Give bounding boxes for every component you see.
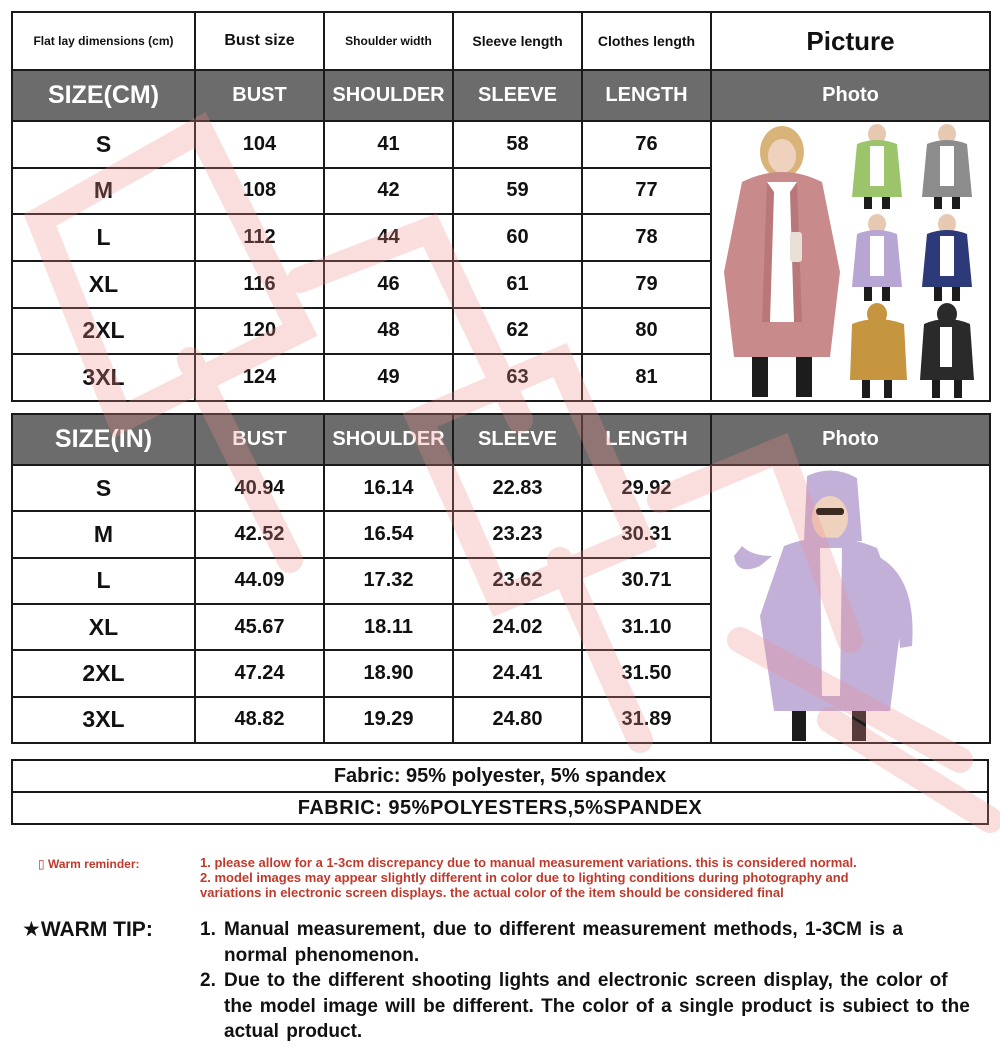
length-cell: 31.50: [582, 650, 711, 696]
length-cell: 30.31: [582, 511, 711, 557]
reminder-line: 1. please allow for a 1-3cm discrepancy due to manual measurement variations. this is considered normal.: [200, 855, 857, 870]
warm-tip-list: [200, 917, 970, 1045]
lavender-coat-image: [712, 466, 987, 742]
column-names-row: [12, 12, 990, 70]
sleeve-cell: 24.02: [453, 604, 582, 650]
tip-number: 1.: [200, 919, 216, 940]
header-bust: BUST: [195, 70, 324, 121]
sleeve-cell: 63: [453, 354, 582, 401]
shoulder-cell: 41: [324, 121, 453, 168]
lavender-coat-model-icon: [712, 466, 987, 742]
size-cell: S: [12, 465, 195, 511]
shoulder-cell: 16.54: [324, 511, 453, 557]
bust-cell: 108: [195, 168, 324, 215]
size-cell: S: [12, 121, 195, 168]
shoulder-cell: 18.90: [324, 650, 453, 696]
warm-reminder-text: [200, 855, 960, 900]
sleeve-length-label: Sleeve length: [453, 12, 582, 70]
size-cell: 2XL: [12, 650, 195, 696]
shoulder-cell: 46: [324, 261, 453, 308]
length-cell: 29.92: [582, 465, 711, 511]
reminder-line: 2. model images may appear slightly different in color due to lighting conditions during photography and: [200, 870, 849, 885]
coat-colors-photo: [711, 121, 990, 401]
bust-cell: 48.82: [195, 697, 324, 743]
bust-cell: 40.94: [195, 465, 324, 511]
bust-cell: 120: [195, 308, 324, 355]
shoulder-cell: 42: [324, 168, 453, 215]
in-header-row: [12, 414, 990, 465]
length-cell: 77: [582, 168, 711, 215]
bust-cell: 45.67: [195, 604, 324, 650]
header-photo: Photo: [711, 70, 990, 121]
tip-text: Due to the different shooting lights and electronic screen display, the color of the model image will be different. The color of a single product is subiect to the actual product.: [224, 970, 970, 1042]
bust-cell: 47.24: [195, 650, 324, 696]
shoulder-cell: 17.32: [324, 558, 453, 604]
shoulder-cell: 19.29: [324, 697, 453, 743]
header-length: LENGTH: [582, 70, 711, 121]
tip-number: 2.: [200, 970, 216, 991]
warm-tip-item: [200, 917, 970, 968]
warm-tip-label: ★WARM TIP:: [22, 918, 153, 941]
sleeve-cell: 59: [453, 168, 582, 215]
size-cell: XL: [12, 604, 195, 650]
header-shoulder: SHOULDER: [324, 414, 453, 465]
header-size-in: SIZE(IN): [12, 414, 195, 465]
sleeve-cell: 24.80: [453, 697, 582, 743]
header-shoulder: SHOULDER: [324, 70, 453, 121]
size-chart-cm: [11, 11, 991, 402]
cm-header-row: [12, 70, 990, 121]
shoulder-cell: 18.11: [324, 604, 453, 650]
tip-text: Manual measurement, due to different measurement methods, 1-3CM is a normal phenomenon.: [224, 919, 903, 966]
length-cell: 31.89: [582, 697, 711, 743]
sleeve-cell: 61: [453, 261, 582, 308]
size-cell: M: [12, 168, 195, 215]
reminder-line: variations in electronic screen displays. the actual color of the item should be considered final: [200, 885, 784, 900]
shoulder-cell: 16.14: [324, 465, 453, 511]
header-photo: Photo: [711, 414, 990, 465]
sleeve-cell: 58: [453, 121, 582, 168]
sleeve-cell: 23.62: [453, 558, 582, 604]
shoulder-cell: 44: [324, 214, 453, 261]
bust-size-label: Bust size: [195, 12, 324, 70]
shoulder-width-label: Shoulder width: [324, 12, 453, 70]
sleeve-cell: 24.41: [453, 650, 582, 696]
bust-cell: 124: [195, 354, 324, 401]
header-sleeve: SLEEVE: [453, 414, 582, 465]
size-cell: XL: [12, 261, 195, 308]
length-cell: 76: [582, 121, 711, 168]
sleeve-cell: 60: [453, 214, 582, 261]
length-cell: 31.10: [582, 604, 711, 650]
sleeve-cell: 23.23: [453, 511, 582, 557]
length-cell: 78: [582, 214, 711, 261]
bust-cell: 44.09: [195, 558, 324, 604]
header-length: LENGTH: [582, 414, 711, 465]
fabric-line: Fabric: 95% polyester, 5% spandex: [11, 759, 989, 793]
header-sleeve: SLEEVE: [453, 70, 582, 121]
table-row: [12, 121, 990, 168]
size-cell: 2XL: [12, 308, 195, 355]
coat-colors-image: [712, 122, 987, 400]
lavender-coat-photo: [711, 465, 990, 743]
size-cell: M: [12, 511, 195, 557]
header-size-cm: SIZE(CM): [12, 70, 195, 121]
size-cell: 3XL: [12, 697, 195, 743]
picture-label: Picture: [711, 12, 990, 70]
length-cell: 80: [582, 308, 711, 355]
sleeve-cell: 62: [453, 308, 582, 355]
sleeve-cell: 22.83: [453, 465, 582, 511]
flat-lay-label: Flat lay dimensions (cm): [12, 12, 195, 70]
table-row: [12, 465, 990, 511]
length-cell: 79: [582, 261, 711, 308]
shoulder-cell: 49: [324, 354, 453, 401]
size-chart-in: [11, 413, 991, 744]
warm-reminder-label: ▯ Warm reminder:: [38, 857, 140, 871]
bust-cell: 104: [195, 121, 324, 168]
header-bust: BUST: [195, 414, 324, 465]
shoulder-cell: 48: [324, 308, 453, 355]
clothes-length-label: Clothes length: [582, 12, 711, 70]
length-cell: 30.71: [582, 558, 711, 604]
bust-cell: 42.52: [195, 511, 324, 557]
bust-cell: 112: [195, 214, 324, 261]
warm-tip-item: [200, 968, 970, 1045]
length-cell: 81: [582, 354, 711, 401]
size-cell: L: [12, 214, 195, 261]
fabric-line-uppercase: FABRIC: 95%POLYESTERS,5%SPANDEX: [11, 791, 989, 825]
size-cell: 3XL: [12, 354, 195, 401]
bust-cell: 116: [195, 261, 324, 308]
size-cell: L: [12, 558, 195, 604]
